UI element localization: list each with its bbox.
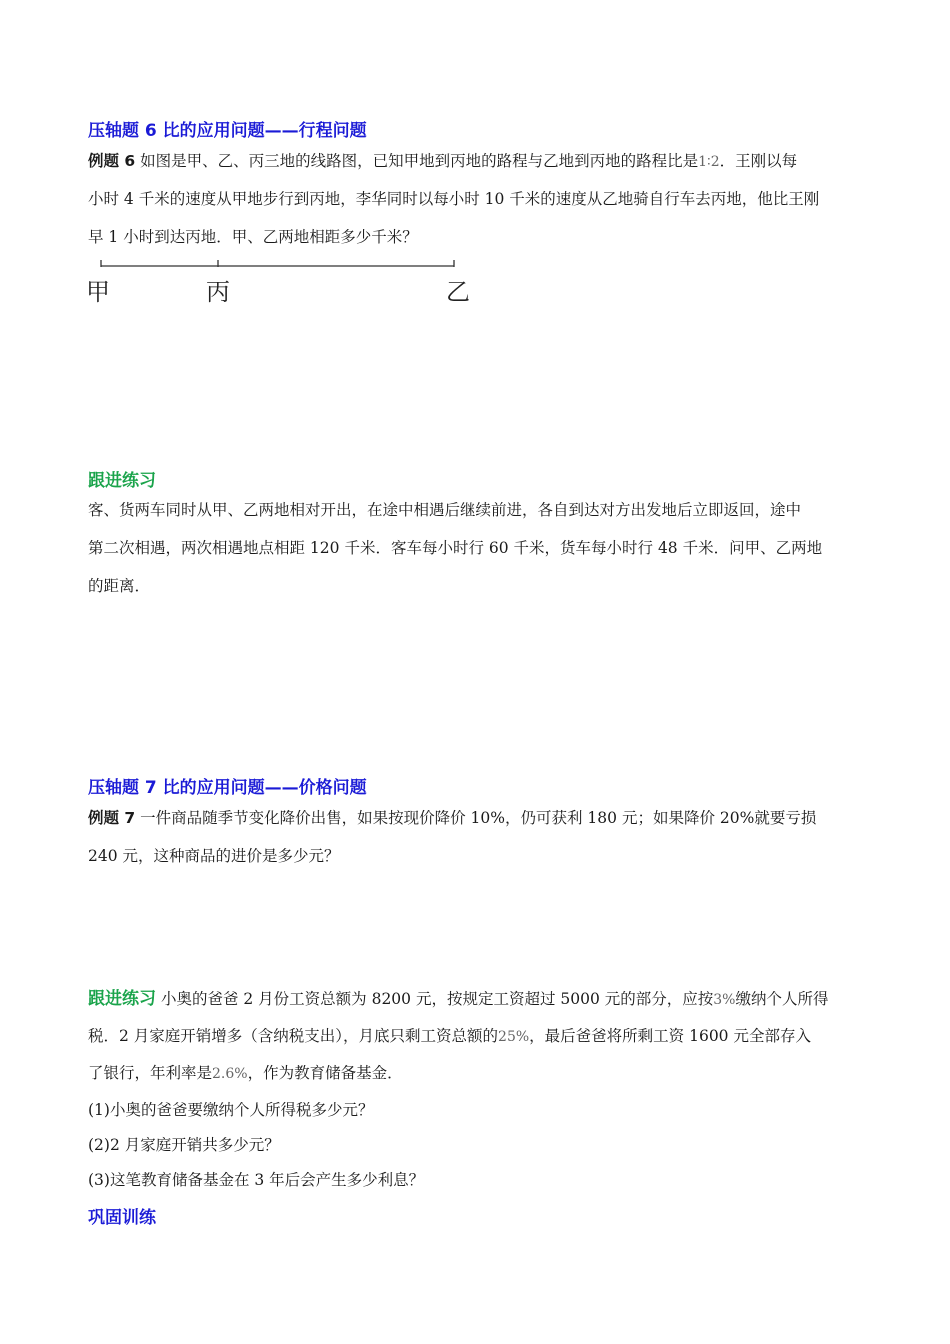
follow-up-2-line-1 bbox=[88, 989, 829, 1010]
follow-up-2-text-1a: 小奥的爸爸 2 月份工资总额为 8200 元，按规定工资超过 5000 元的部分，应按 bbox=[160, 990, 714, 1008]
example-7-line-1 bbox=[88, 808, 816, 828]
example-7-line-2: 240 元，这种商品的进价是多少元？ bbox=[88, 847, 340, 865]
interest-rate: 2.6% bbox=[212, 1066, 248, 1082]
example-6-text-1b: ．王刚以每 bbox=[719, 152, 798, 170]
ratio-value: 1∶2 bbox=[698, 154, 720, 170]
section-heading-problem-6: 压轴题 6 比的应用问题——行程问题 bbox=[88, 121, 367, 141]
label-yi: 乙 bbox=[446, 278, 470, 306]
label-jia: 甲 bbox=[86, 278, 110, 306]
follow-up-2-text-2b: ，最后爸爸将所剩工资 1600 元全部存入 bbox=[529, 1027, 811, 1045]
follow-up-2-text-3b: ，作为教育储备基金． bbox=[247, 1064, 403, 1082]
example-7-label: 例题 7 bbox=[88, 809, 136, 827]
follow-up-heading-1: 跟进练习 bbox=[88, 471, 156, 491]
route-diagram bbox=[86, 255, 486, 305]
tax-rate: 3% bbox=[713, 992, 736, 1008]
example-6-line-1 bbox=[88, 151, 797, 172]
label-bing: 丙 bbox=[206, 278, 230, 306]
follow-up-2-text-1b: 缴纳个人所得 bbox=[735, 990, 829, 1008]
example-6-label: 例题 6 bbox=[88, 152, 136, 170]
example-7-text-1: 一件商品随季节变化降价出售，如果按现价降价 10%，仍可获利 180 元；如果降价 20%就要亏损 bbox=[140, 809, 817, 827]
follow-up-2-line-2 bbox=[88, 1026, 811, 1047]
follow-up-2-text-2a: 税．2 月家庭开销增多（含纳税支出），月底只剩工资总额的 bbox=[88, 1027, 499, 1045]
question-1: (1)小奥的爸爸要缴纳个人所得税多少元？ bbox=[88, 1101, 374, 1119]
follow-up-2-text-3a: 了银行，年利率是 bbox=[88, 1064, 213, 1082]
question-2: (2)2 月家庭开销共多少元？ bbox=[88, 1136, 280, 1154]
example-6-line-2: 小时 4 千米的速度从甲地步行到丙地，李华同时以每小时 10 千米的速度从乙地骑自行车去丙地，他比王刚 bbox=[88, 190, 820, 208]
follow-up-heading-2: 跟进练习 bbox=[88, 989, 156, 1009]
follow-up-1-line-3: 的距离． bbox=[88, 577, 151, 595]
section-heading-consolidation: 巩固训练 bbox=[88, 1208, 156, 1228]
remaining-rate: 25% bbox=[498, 1029, 530, 1045]
follow-up-2-line-3 bbox=[88, 1063, 403, 1084]
example-6-text-1a: 如图是甲、乙、丙三地的线路图，已知甲地到丙地的路程与乙地到丙地的路程比是 bbox=[140, 152, 699, 170]
follow-up-1-line-2: 第二次相遇，两次相遇地点相距 120 千米．客车每小时行 60 千米，货车每小时行 48 千米．问甲、乙两地 bbox=[88, 539, 823, 557]
question-3: (3)这笔教育储备基金在 3 年后会产生多少利息？ bbox=[88, 1171, 425, 1189]
example-6-line-3: 早 1 小时到达丙地．甲、乙两地相距多少千米？ bbox=[88, 228, 418, 246]
section-heading-problem-7: 压轴题 7 比的应用问题——价格问题 bbox=[88, 778, 367, 798]
follow-up-1-line-1: 客、货两车同时从甲、乙两地相对开出，在途中相遇后继续前进，各自到达对方出发地后立即返回，途中 bbox=[88, 501, 802, 519]
